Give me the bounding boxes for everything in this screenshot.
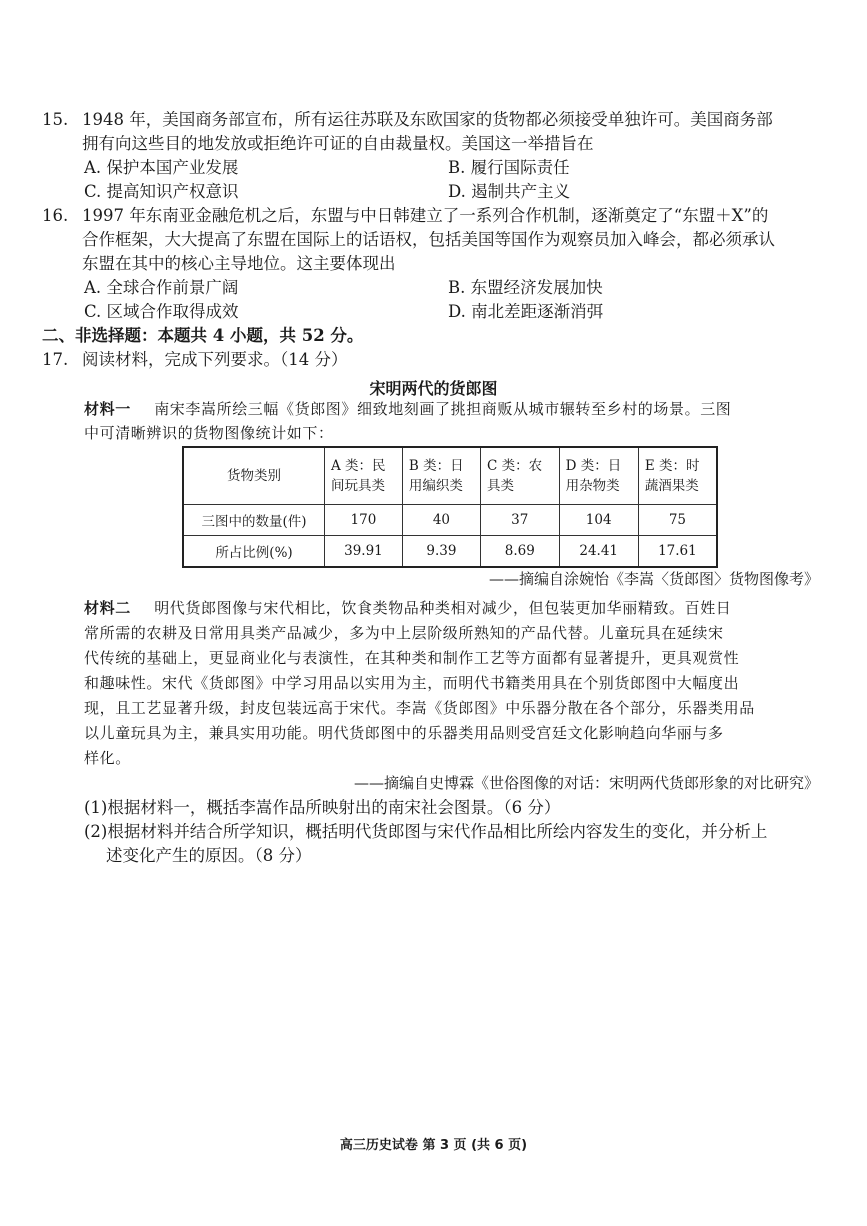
table-header-cell: E 类：时 蔬酒果类: [638, 447, 717, 505]
material1-label: 材料一: [84, 400, 131, 418]
table-header-cell: 货物类别: [183, 447, 325, 505]
table-cell: 24.41: [559, 536, 638, 568]
material1-line2: 中可清晰辨识的货物图像统计如下：: [84, 424, 334, 442]
q16-option-c: C. 区域合作取得成效: [84, 302, 239, 321]
material2-text1: 明代货郎图像与宋代相比，饮食类物品种类相对减少，但包装更加华丽精致。百姓日: [154, 599, 732, 617]
table-cell: 40: [402, 505, 480, 536]
q16-number: 16.: [42, 206, 69, 225]
q17-title: 宋明两代的货郎图: [369, 379, 498, 398]
table-cell: 104: [559, 505, 638, 536]
q16-stem-line1: 1997 年东南亚金融危机之后，东盟与中日韩建立了一系列合作机制，逐渐奠定了“东盟＋X”的: [82, 206, 769, 225]
table-cell: 9.39: [402, 536, 480, 568]
q17-prompt: 阅读材料，完成下列要求。（14 分）: [82, 350, 348, 369]
table-cell: 170: [325, 505, 403, 536]
table-cell: 所占比例(%): [183, 536, 325, 568]
table-cell: 75: [638, 505, 717, 536]
section-heading: 二、非选择题：本题共 4 小题，共 52 分。: [42, 326, 364, 345]
table-cell: 39.91: [325, 536, 403, 568]
q15-number: 15.: [42, 110, 69, 129]
material2-label: 材料二: [84, 599, 131, 617]
table-header-cell: B 类：日 用编织类: [402, 447, 480, 505]
q16-stem-line2: 合作框架，大大提高了东盟在国际上的话语权，包括美国等国作为观察员加入峰会，都必须承认: [82, 230, 775, 249]
table-header-cell: C 类：农 具类: [480, 447, 559, 505]
material1-text1: 南宋李嵩所绘三幅《货郎图》细致地刻画了挑担商贩从城市辗转至乡村的场景。三图: [154, 400, 732, 418]
q17-subquestion-2-line1: (2)根据材料并结合所学知识，概括明代货郎图与宋代作品相比所绘内容发生的变化，并分析上: [84, 822, 768, 841]
q16-option-b: B. 东盟经济发展加快: [448, 278, 603, 297]
q15-option-c: C. 提高知识产权意识: [84, 182, 239, 201]
q15-option-d: D. 遏制共产主义: [448, 182, 571, 201]
q15-stem-line1: 1948 年，美国商务部宣布，所有运往苏联及东欧国家的货物都必须接受单独许可。美国商务部: [82, 110, 773, 129]
material2-line: 代传统的基础上，更显商业化与表演性，在其种类和制作工艺等方面都有显著提升，更具观赏性: [84, 649, 740, 667]
table-cell: 37: [480, 505, 559, 536]
q15-stem-line2: 拥有向这些目的地发放或拒绝许可证的自由裁量权。美国这一举措旨在: [82, 134, 594, 153]
goods-table: [182, 446, 718, 568]
table-header-cell: D 类：日 用杂物类: [559, 447, 638, 505]
q17-subquestion-1: (1)根据材料一，概括李嵩作品所映射出的南宋社会图景。（6 分）: [84, 798, 561, 817]
q16-option-a: A. 全球合作前景广阔: [84, 278, 239, 297]
q16-stem-line3: 东盟在其中的核心主导地位。这主要体现出: [82, 254, 396, 273]
q15-option-b: B. 履行国际责任: [448, 158, 570, 177]
material2-line: 以儿童玩具为主，兼具实用功能。明代货郎图中的乐器类用品则受宫廷文化影响趋向华丽与多: [84, 724, 724, 742]
material1-line1: [84, 397, 731, 421]
material2-line: 常所需的农耕及日常用具类产品减少，多为中上层阶级所熟知的产品代替。儿童玩具在延续宋: [84, 624, 724, 642]
table-row: [183, 536, 717, 568]
material2-line1: [84, 596, 731, 620]
material2-line: 样化。: [84, 749, 131, 767]
q16-option-d: D. 南北差距逐渐消弭: [448, 302, 604, 321]
table-cell: 17.61: [638, 536, 717, 568]
material2-line: 和趣味性。宋代《货郎图》中学习用品以实用为主，而明代书籍类用具在个别货郎图中大幅度出: [84, 674, 740, 692]
table-cell: 8.69: [480, 536, 559, 568]
q17-subquestion-2-line2: 述变化产生的原因。（8 分）: [106, 846, 312, 865]
q17-number: 17.: [42, 350, 69, 369]
q15-option-a: A. 保护本国产业发展: [84, 158, 239, 177]
table-cell: 三图中的数量(件): [183, 505, 325, 536]
material2-line: 现，且工艺显著升级，封皮包装远高于宋代。李嵩《货郎图》中乐器分散在各个部分，乐器类用品: [84, 699, 755, 717]
table-row: [183, 505, 717, 536]
page-footer: 高三历史试卷 第 3 页 (共 6 页): [339, 1138, 528, 1153]
table-header-row: [183, 447, 717, 505]
source2-citation: ——摘编自史博霖《世俗图像的对话：宋明两代货郎形象的对比研究》: [353, 774, 819, 792]
source1-citation: ——摘编自涂婉怡《李嵩〈货郎图〉货物图像考》: [488, 570, 819, 588]
table-header-cell: A 类：民 间玩具类: [325, 447, 403, 505]
